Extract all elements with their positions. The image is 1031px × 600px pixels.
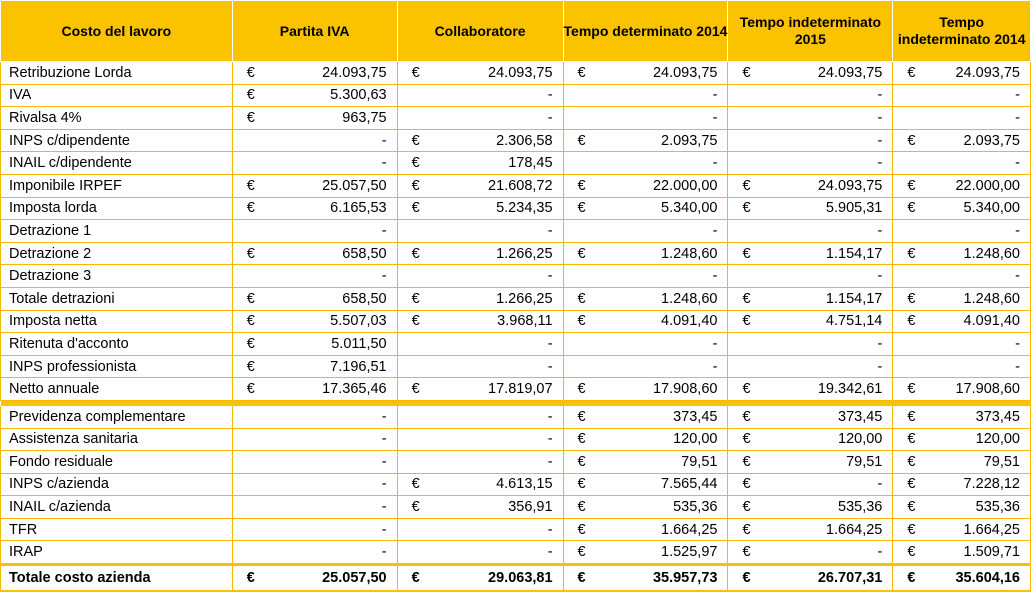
cell-value: 5.011,50 — [261, 333, 398, 356]
currency-symbol: € — [728, 242, 756, 265]
currency-symbol — [728, 152, 756, 175]
row-label: Netto annuale — [1, 378, 233, 401]
cell-value: 1.509,71 — [921, 541, 1030, 565]
row-label: Assistenza sanitaria — [1, 428, 233, 451]
currency-symbol — [893, 265, 921, 288]
cell-value: 24.093,75 — [591, 62, 728, 85]
cell-value: 25.057,50 — [261, 174, 398, 197]
row-label: Fondo residuale — [1, 451, 233, 474]
cell-value: - — [591, 265, 728, 288]
cell-value: 658,50 — [261, 287, 398, 310]
currency-symbol: € — [397, 62, 425, 85]
table-row — [1, 197, 1031, 220]
cell-value: 24.093,75 — [756, 62, 893, 85]
currency-symbol: € — [893, 451, 921, 474]
cell-value: - — [425, 451, 563, 474]
currency-symbol: € — [397, 378, 425, 401]
currency-symbol: € — [728, 310, 756, 333]
cell-value: - — [261, 451, 398, 474]
currency-symbol: € — [893, 310, 921, 333]
cell-value: 29.063,81 — [425, 565, 563, 592]
currency-symbol: € — [893, 197, 921, 220]
currency-symbol: € — [397, 473, 425, 496]
cell-value: 1.248,60 — [921, 287, 1030, 310]
currency-symbol: € — [397, 152, 425, 175]
cell-value: 4.091,40 — [591, 310, 728, 333]
currency-symbol: € — [232, 197, 260, 220]
header-row — [1, 1, 1031, 62]
cell-value: - — [591, 152, 728, 175]
currency-symbol: € — [563, 129, 591, 152]
cell-value: 19.342,61 — [756, 378, 893, 401]
currency-symbol: € — [232, 242, 260, 265]
currency-symbol — [397, 333, 425, 356]
currency-symbol — [728, 107, 756, 130]
cell-value: - — [591, 333, 728, 356]
currency-symbol: € — [728, 541, 756, 565]
currency-symbol: € — [728, 518, 756, 541]
currency-symbol: € — [397, 287, 425, 310]
cell-value: 535,36 — [756, 496, 893, 519]
row-label: INAIL c/dipendente — [1, 152, 233, 175]
cell-value: 963,75 — [261, 107, 398, 130]
cell-value: 1.154,17 — [756, 242, 893, 265]
cell-value: 35.957,73 — [591, 565, 728, 592]
currency-symbol — [728, 129, 756, 152]
table-row — [1, 174, 1031, 197]
currency-symbol — [563, 355, 591, 378]
currency-symbol: € — [563, 451, 591, 474]
row-label: Totale costo azienda — [1, 565, 233, 592]
currency-symbol: € — [563, 197, 591, 220]
currency-symbol: € — [232, 174, 260, 197]
cell-value: - — [756, 265, 893, 288]
currency-symbol — [232, 541, 260, 565]
table-row — [1, 62, 1031, 85]
cell-value: - — [756, 333, 893, 356]
cell-value: 2.093,75 — [591, 129, 728, 152]
currency-symbol: € — [397, 310, 425, 333]
currency-symbol: € — [232, 378, 260, 401]
currency-symbol: € — [397, 565, 425, 592]
cell-value: 1.664,25 — [756, 518, 893, 541]
currency-symbol: € — [893, 287, 921, 310]
currency-symbol: € — [232, 310, 260, 333]
cell-value: 5.300,63 — [261, 84, 398, 107]
cell-value: - — [261, 473, 398, 496]
cell-value: 535,36 — [921, 496, 1030, 519]
cell-value: - — [591, 84, 728, 107]
cell-value: - — [425, 265, 563, 288]
cell-value: 24.093,75 — [756, 174, 893, 197]
cell-value: - — [921, 84, 1030, 107]
currency-symbol: € — [893, 378, 921, 401]
cell-value: 658,50 — [261, 242, 398, 265]
currency-symbol: € — [563, 541, 591, 565]
currency-symbol: € — [893, 541, 921, 565]
table-body — [1, 62, 1031, 592]
currency-symbol: € — [893, 62, 921, 85]
table-row — [1, 406, 1031, 428]
cell-value: - — [425, 541, 563, 565]
currency-symbol — [893, 84, 921, 107]
cell-value: 1.248,60 — [921, 242, 1030, 265]
cell-value: 17.819,07 — [425, 378, 563, 401]
currency-symbol: € — [563, 565, 591, 592]
cell-value: - — [425, 333, 563, 356]
cell-value: - — [425, 355, 563, 378]
cell-value: - — [921, 152, 1030, 175]
cell-value: 1.266,25 — [425, 287, 563, 310]
currency-symbol: € — [563, 428, 591, 451]
currency-symbol — [397, 428, 425, 451]
cell-value: - — [425, 428, 563, 451]
cell-value: 24.093,75 — [921, 62, 1030, 85]
table-row — [1, 84, 1031, 107]
cell-value: - — [756, 220, 893, 243]
cell-value: - — [591, 355, 728, 378]
currency-symbol — [397, 107, 425, 130]
cell-value: - — [756, 541, 893, 565]
currency-symbol: € — [728, 378, 756, 401]
currency-symbol: € — [563, 518, 591, 541]
table-row — [1, 220, 1031, 243]
cell-value: - — [921, 220, 1030, 243]
currency-symbol: € — [893, 565, 921, 592]
table-row — [1, 333, 1031, 356]
row-label: INPS c/dipendente — [1, 129, 233, 152]
cell-value: - — [756, 152, 893, 175]
cell-value: 6.165,53 — [261, 197, 398, 220]
currency-symbol: € — [893, 174, 921, 197]
currency-symbol: € — [728, 197, 756, 220]
header-collaboratore: Collaboratore — [397, 1, 563, 62]
row-label: Imposta lorda — [1, 197, 233, 220]
currency-symbol: € — [728, 287, 756, 310]
cell-value: - — [756, 355, 893, 378]
cell-value: 2.093,75 — [921, 129, 1030, 152]
table-row — [1, 473, 1031, 496]
row-label: INPS c/azienda — [1, 473, 233, 496]
currency-symbol: € — [397, 197, 425, 220]
currency-symbol: € — [893, 406, 921, 428]
currency-symbol — [893, 220, 921, 243]
currency-symbol — [397, 406, 425, 428]
cell-value: 1.266,25 — [425, 242, 563, 265]
cell-value: 24.093,75 — [261, 62, 398, 85]
header-tempo-indeterminato-2015: Tempo indeterminato 2015 — [728, 1, 893, 62]
currency-symbol — [232, 428, 260, 451]
cell-value: - — [425, 220, 563, 243]
currency-symbol: € — [728, 451, 756, 474]
cell-value: 25.057,50 — [261, 565, 398, 592]
cell-value: 120,00 — [591, 428, 728, 451]
cell-value: 22.000,00 — [591, 174, 728, 197]
currency-symbol: € — [563, 242, 591, 265]
table-row — [1, 518, 1031, 541]
currency-symbol — [893, 355, 921, 378]
currency-symbol: € — [232, 287, 260, 310]
cell-value: 1.525,97 — [591, 541, 728, 565]
row-label: Detrazione 1 — [1, 220, 233, 243]
table-row — [1, 496, 1031, 519]
row-label: Detrazione 3 — [1, 265, 233, 288]
cell-value: 535,36 — [591, 496, 728, 519]
currency-symbol: € — [728, 174, 756, 197]
cell-value: - — [261, 265, 398, 288]
row-label: INPS professionista — [1, 355, 233, 378]
currency-symbol — [893, 107, 921, 130]
cell-value: 3.968,11 — [425, 310, 563, 333]
currency-symbol — [563, 84, 591, 107]
currency-symbol: € — [563, 174, 591, 197]
cell-value: - — [261, 220, 398, 243]
cell-value: - — [591, 107, 728, 130]
cell-value: 5.234,35 — [425, 197, 563, 220]
currency-symbol — [232, 496, 260, 519]
currency-symbol: € — [397, 174, 425, 197]
table-row — [1, 310, 1031, 333]
currency-symbol — [397, 518, 425, 541]
currency-symbol — [563, 107, 591, 130]
row-label: TFR — [1, 518, 233, 541]
cell-value: 35.604,16 — [921, 565, 1030, 592]
currency-symbol — [232, 152, 260, 175]
cell-value: 5.905,31 — [756, 197, 893, 220]
currency-symbol: € — [728, 62, 756, 85]
currency-symbol: € — [397, 242, 425, 265]
currency-symbol — [397, 451, 425, 474]
cell-value: 373,45 — [591, 406, 728, 428]
cell-value: - — [921, 265, 1030, 288]
currency-symbol — [397, 355, 425, 378]
header-partita-iva: Partita IVA — [232, 1, 397, 62]
currency-symbol — [728, 84, 756, 107]
cell-value: 356,91 — [425, 496, 563, 519]
currency-symbol: € — [893, 129, 921, 152]
currency-symbol: € — [397, 129, 425, 152]
currency-symbol — [893, 333, 921, 356]
cell-value: - — [921, 107, 1030, 130]
currency-symbol — [563, 220, 591, 243]
cell-value: 373,45 — [921, 406, 1030, 428]
currency-symbol: € — [232, 333, 260, 356]
currency-symbol: € — [232, 107, 260, 130]
currency-symbol: € — [563, 62, 591, 85]
cell-value: - — [425, 107, 563, 130]
currency-symbol — [728, 220, 756, 243]
row-label: Detrazione 2 — [1, 242, 233, 265]
currency-symbol: € — [728, 496, 756, 519]
cell-value: 373,45 — [756, 406, 893, 428]
cell-value: 120,00 — [756, 428, 893, 451]
row-label: Imposta netta — [1, 310, 233, 333]
cell-value: 178,45 — [425, 152, 563, 175]
currency-symbol — [397, 541, 425, 565]
cell-value: - — [425, 518, 563, 541]
total-row — [1, 565, 1031, 592]
row-label: Retribuzione Lorda — [1, 62, 233, 85]
cell-value: - — [756, 473, 893, 496]
row-label: Rivalsa 4% — [1, 107, 233, 130]
cell-value: - — [261, 428, 398, 451]
cell-value: - — [261, 518, 398, 541]
row-label: Imponibile IRPEF — [1, 174, 233, 197]
header-tempo-determinato-2014: Tempo determinato 2014 — [563, 1, 728, 62]
cell-value: 7.228,12 — [921, 473, 1030, 496]
table-row — [1, 428, 1031, 451]
currency-symbol: € — [563, 496, 591, 519]
currency-symbol: € — [893, 242, 921, 265]
cell-value: - — [756, 84, 893, 107]
cell-value: 26.707,31 — [756, 565, 893, 592]
currency-symbol: € — [728, 428, 756, 451]
currency-symbol — [728, 265, 756, 288]
currency-symbol: € — [563, 473, 591, 496]
table-row — [1, 451, 1031, 474]
currency-symbol — [728, 355, 756, 378]
currency-symbol — [232, 518, 260, 541]
table-row — [1, 152, 1031, 175]
currency-symbol — [563, 152, 591, 175]
cell-value: 5.507,03 — [261, 310, 398, 333]
table-row — [1, 265, 1031, 288]
currency-symbol: € — [563, 378, 591, 401]
cell-value: 120,00 — [921, 428, 1030, 451]
currency-symbol: € — [893, 428, 921, 451]
cell-value: 7.196,51 — [261, 355, 398, 378]
cell-value: 1.248,60 — [591, 287, 728, 310]
currency-symbol: € — [232, 84, 260, 107]
currency-symbol: € — [893, 496, 921, 519]
cell-value: 5.340,00 — [921, 197, 1030, 220]
cell-value: - — [921, 355, 1030, 378]
table-row — [1, 107, 1031, 130]
cell-value: 5.340,00 — [591, 197, 728, 220]
currency-symbol: € — [397, 496, 425, 519]
cell-value: - — [921, 333, 1030, 356]
cell-value: 17.908,60 — [591, 378, 728, 401]
currency-symbol — [232, 451, 260, 474]
row-label: INAIL c/azienda — [1, 496, 233, 519]
currency-symbol — [232, 129, 260, 152]
cell-value: 7.565,44 — [591, 473, 728, 496]
currency-symbol — [397, 84, 425, 107]
table-row — [1, 242, 1031, 265]
currency-symbol: € — [728, 473, 756, 496]
table-row — [1, 541, 1031, 565]
cell-value: 24.093,75 — [425, 62, 563, 85]
currency-symbol — [893, 152, 921, 175]
currency-symbol: € — [893, 473, 921, 496]
cell-value: - — [756, 129, 893, 152]
currency-symbol — [563, 265, 591, 288]
row-label: Totale detrazioni — [1, 287, 233, 310]
currency-symbol — [397, 265, 425, 288]
header-cost-label: Costo del lavoro — [1, 1, 233, 62]
cell-value: - — [756, 107, 893, 130]
cell-value: 2.306,58 — [425, 129, 563, 152]
cell-value: 22.000,00 — [921, 174, 1030, 197]
cell-value: 4.613,15 — [425, 473, 563, 496]
cell-value: - — [261, 496, 398, 519]
currency-symbol: € — [232, 62, 260, 85]
currency-symbol: € — [728, 406, 756, 428]
cell-value: - — [591, 220, 728, 243]
currency-symbol — [232, 406, 260, 428]
cell-value: 79,51 — [921, 451, 1030, 474]
row-label: IVA — [1, 84, 233, 107]
currency-symbol — [397, 220, 425, 243]
cell-value: - — [425, 84, 563, 107]
cell-value: 4.751,14 — [756, 310, 893, 333]
cell-value: 4.091,40 — [921, 310, 1030, 333]
cell-value: 1.248,60 — [591, 242, 728, 265]
currency-symbol — [232, 265, 260, 288]
cell-value: - — [261, 152, 398, 175]
cell-value: 79,51 — [591, 451, 728, 474]
cell-value: 17.365,46 — [261, 378, 398, 401]
cell-value: - — [425, 406, 563, 428]
currency-symbol — [232, 473, 260, 496]
cell-value: - — [261, 406, 398, 428]
row-label: Ritenuta d'acconto — [1, 333, 233, 356]
currency-symbol: € — [232, 355, 260, 378]
cell-value: 21.608,72 — [425, 174, 563, 197]
cell-value: 1.154,17 — [756, 287, 893, 310]
currency-symbol: € — [728, 565, 756, 592]
cell-value: 17.908,60 — [921, 378, 1030, 401]
table-row — [1, 378, 1031, 401]
cell-value: - — [261, 129, 398, 152]
cell-value: 1.664,25 — [591, 518, 728, 541]
table-row — [1, 287, 1031, 310]
currency-symbol: € — [893, 518, 921, 541]
currency-symbol — [728, 333, 756, 356]
cell-value: 79,51 — [756, 451, 893, 474]
table-row — [1, 355, 1031, 378]
currency-symbol: € — [232, 565, 260, 592]
row-label: IRAP — [1, 541, 233, 565]
cell-value: - — [261, 541, 398, 565]
currency-symbol — [232, 220, 260, 243]
currency-symbol: € — [563, 310, 591, 333]
currency-symbol: € — [563, 406, 591, 428]
cell-value: 1.664,25 — [921, 518, 1030, 541]
currency-symbol — [563, 333, 591, 356]
table-row — [1, 129, 1031, 152]
header-tempo-indeterminato-2014: Tempo indeterminato 2014 — [893, 1, 1031, 62]
currency-symbol: € — [563, 287, 591, 310]
row-label: Previdenza complementare — [1, 406, 233, 428]
